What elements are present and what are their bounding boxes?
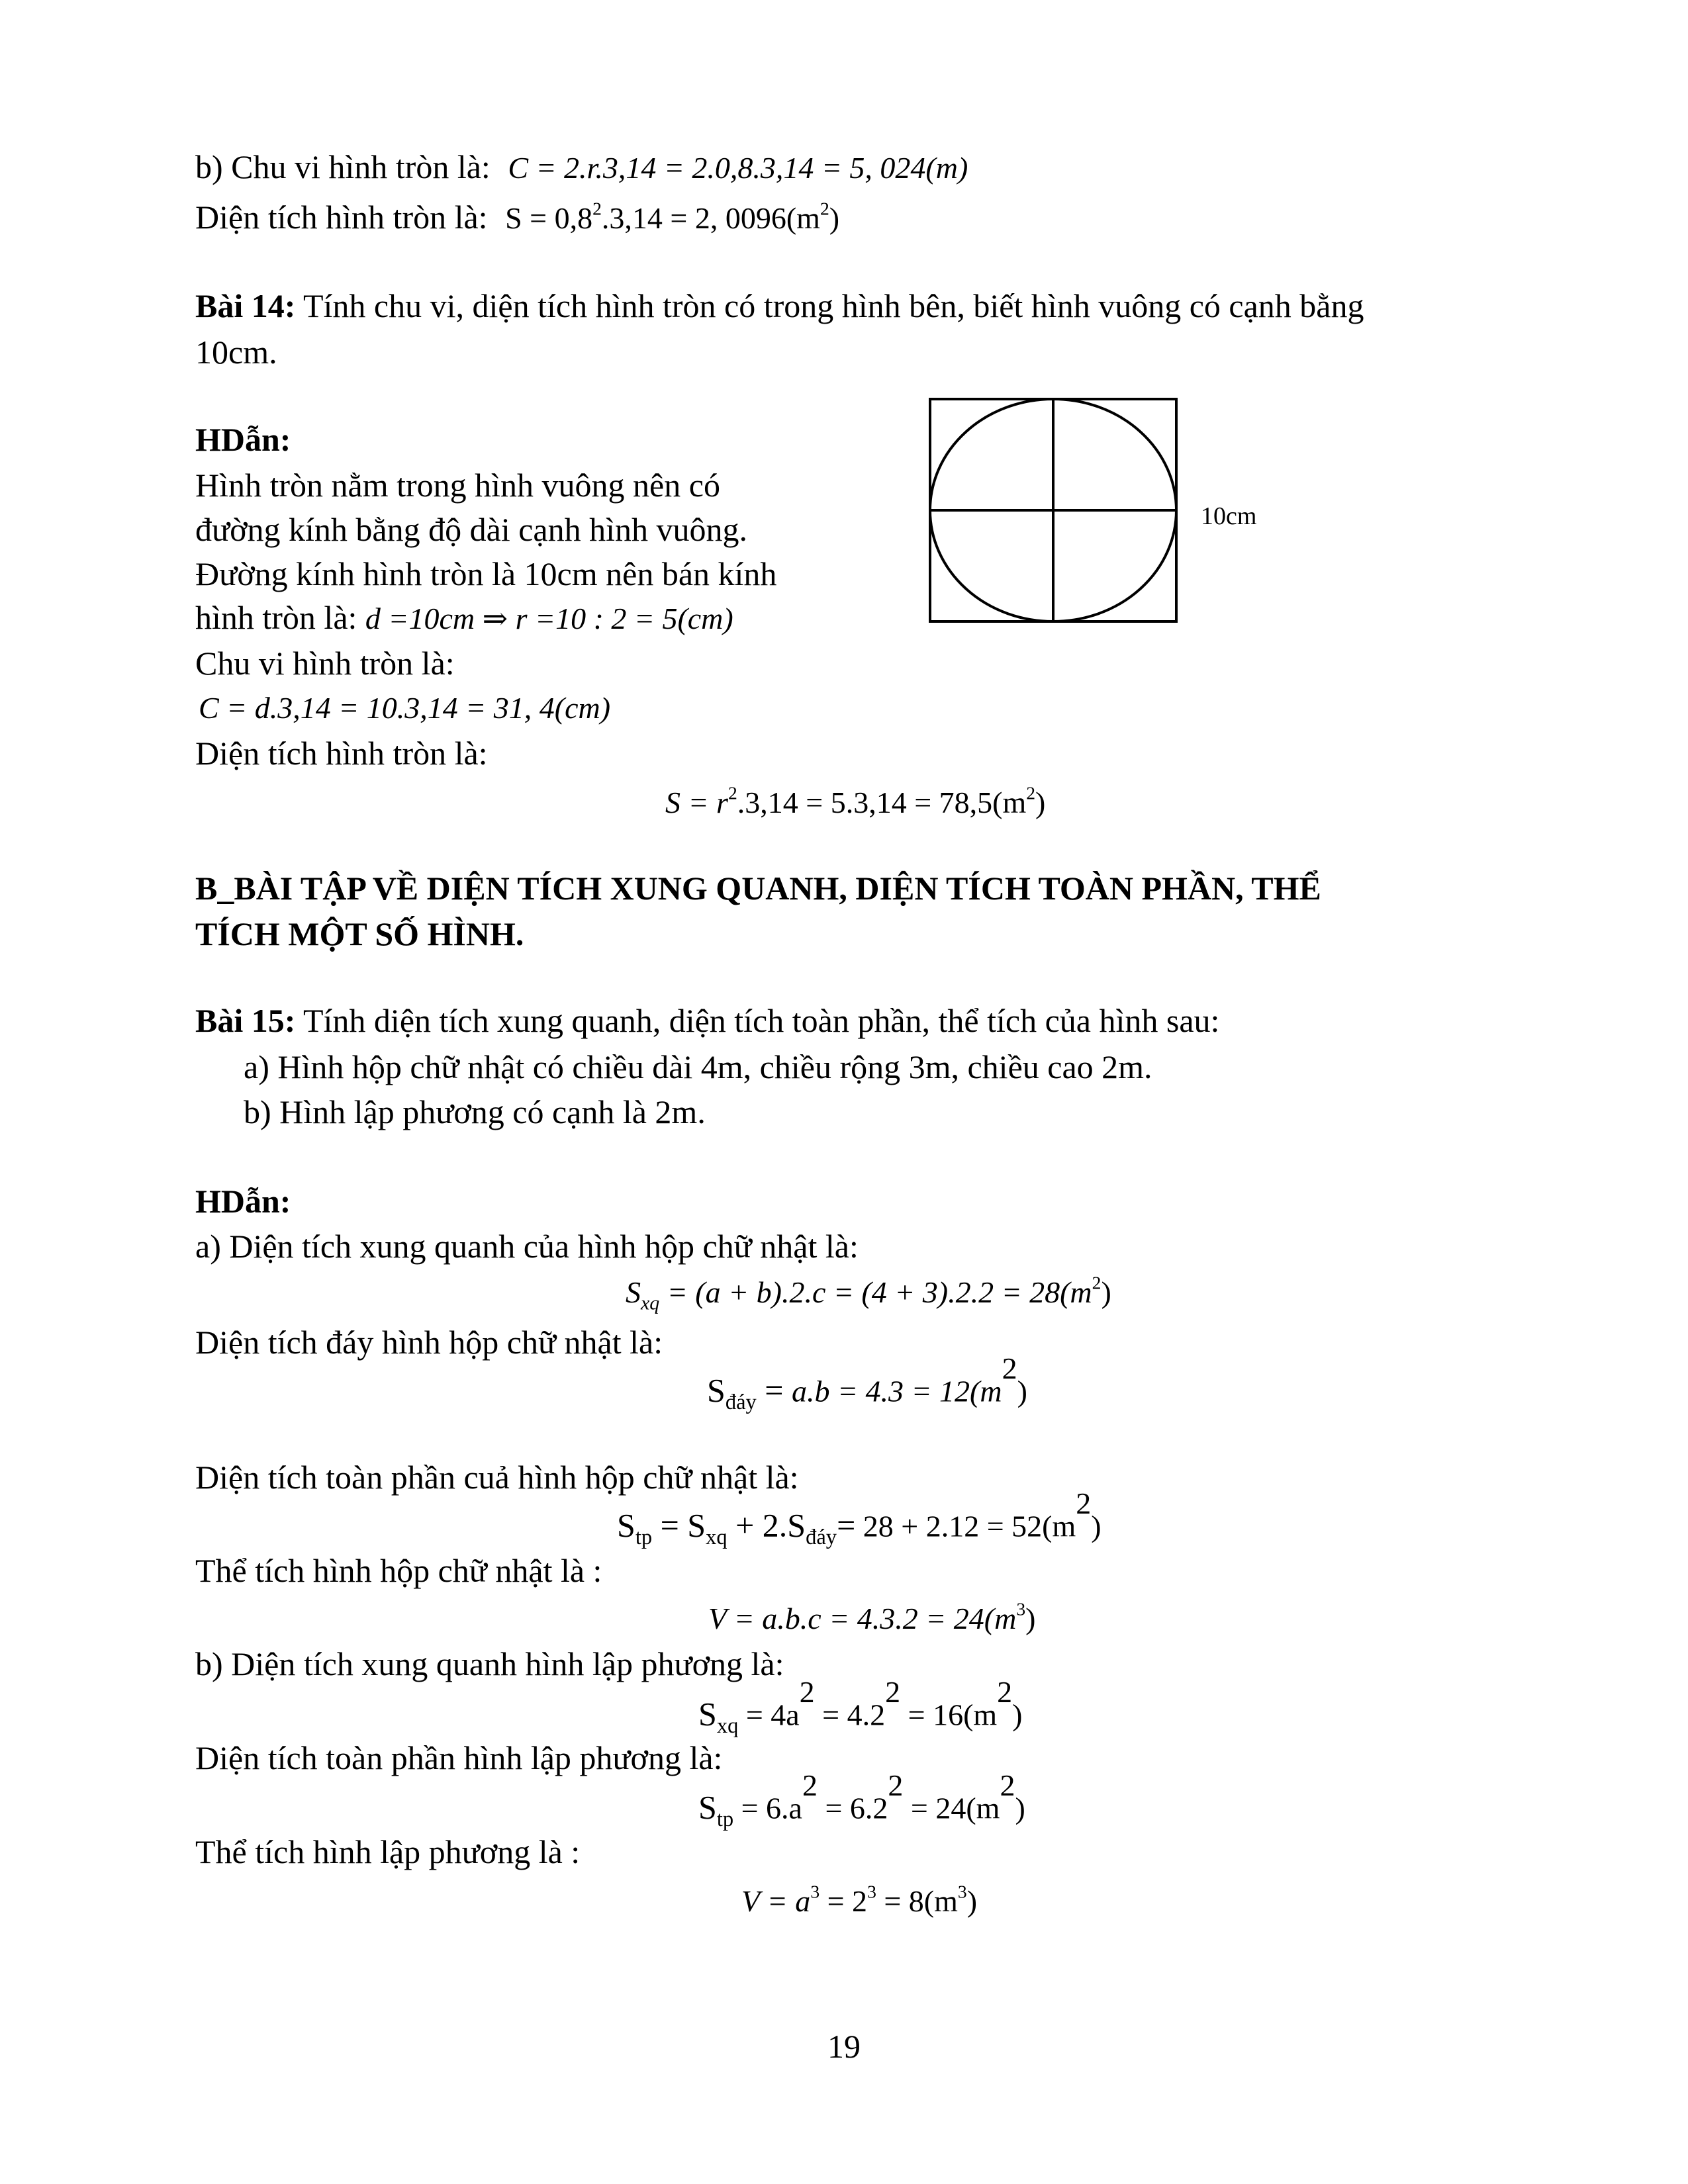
circle-in-square-figure	[928, 397, 1272, 635]
exercise-15-cube-lateral-formula: $S_{xq} = 4a^2 = 4.2^2 = 16(m^2)$	[698, 1675, 1023, 1738]
exercise-15-lateral-label: a) Diện tích xung quanh của hình hộp chữ nhật là:	[195, 1228, 859, 1265]
page-number: 19	[827, 2028, 861, 2065]
perimeter-formula: C = 2.r.3,14 = 2.0,8.3,14 = 5, 024(m)	[508, 151, 968, 185]
exercise-14-text: Tính chu vi, diện tích hình tròn có trong hình bên, biết hình vuông có cạnh bằng	[295, 287, 1364, 324]
exercise-14-guide-line-3: Đường kính hình tròn là 10cm nên bán kính	[195, 555, 777, 592]
exercise-15-volume-formula: $V = a.b.c = 4.3.2 = 24(m^3)$	[708, 1598, 1036, 1635]
exercise-15-title: Bài 15:	[195, 1002, 296, 1039]
exercise-15-text: Tính diện tích xung quanh, diện tích toàn phần, thể tích của hình sau:	[295, 1002, 1220, 1039]
exercise-14-title: Bài 14:	[195, 287, 296, 324]
exercise-14-guide-title: HDẫn:	[195, 421, 291, 458]
exercise-15-volume-label: Thể tích hình hộp chữ nhật là :	[195, 1552, 602, 1589]
exercise-15-cube-volume-formula: $V = a^3 = 2^3 = 8(m^3)$	[741, 1881, 978, 1918]
section-b-heading-line-1: B_BÀI TẬP VỀ DIỆN TÍCH XUNG QUANH, DIỆN TÍCH TOÀN PHẦN, THỂ	[195, 870, 1321, 907]
exercise-14-statement	[195, 286, 1364, 326]
area-label: Diện tích hình tròn là:	[195, 199, 488, 236]
exercise-14-perimeter-label: Chu vi hình tròn là:	[195, 645, 455, 682]
exercise-14-text-cont: 10cm.	[195, 334, 277, 371]
exercise-15-statement	[195, 1001, 1219, 1040]
exercise-15-base-formula: $S_{đáy} = a.b = 4.3 = 12(m^2)$	[707, 1351, 1027, 1414]
area-formula: $S = 0,8^2.3,14 = 2$, $0096(m^2)$	[505, 198, 840, 235]
exercise-15-part-a: a) Hình hộp chữ nhật có chiều dài 4m, chiều rộng 3m, chiều cao 2m.	[244, 1048, 1152, 1085]
exercise-14-area-label: Diện tích hình tròn là:	[195, 735, 488, 772]
exercise-15-total-label: Diện tích toàn phần cuả hình hộp chữ nhật là:	[195, 1459, 799, 1496]
exercise-15-lateral-formula: $S_{xq} = (a + b).2.c = (4 + 3).2.2 = 28(m^2)$	[626, 1272, 1111, 1314]
exercise-15-guide-title: HDẫn:	[195, 1183, 291, 1220]
exercise-15-cube-total-formula: $S_{tp} = 6.a^2 = 6.2^2 = 24(m^2)$	[698, 1768, 1025, 1831]
exercise-14-guide-line-4: hình tròn là: d =10cm ⇒ r =10 : 2 = 5(cm)	[195, 599, 733, 636]
side-length-label: 10cm	[1201, 502, 1257, 530]
exercise-15-base-label: Diện tích đáy hình hộp chữ nhật là:	[195, 1324, 663, 1361]
area-line	[195, 197, 839, 238]
exercise-15-cube-volume-label: Thể tích hình lập phương là :	[195, 1833, 581, 1870]
exercise-14-perimeter-formula: C = d.3,14 = 10.3,14 = 31, 4(cm)	[199, 691, 611, 725]
exercise-14-guide-line-2: đường kính bằng độ dài cạnh hình vuông.	[195, 511, 747, 548]
exercise-15-cube-total-label: Diện tích toàn phần hình lập phương là:	[195, 1739, 723, 1776]
radius-formula: d =10cm ⇒ r =10 : 2 = 5(cm)	[365, 602, 733, 635]
exercise-15-part-b: b) Hình lập phương có cạnh là 2m.	[244, 1093, 706, 1130]
section-b-heading-line-2: TÍCH MỘT SỐ HÌNH.	[195, 915, 524, 952]
perimeter-line	[195, 147, 968, 188]
perimeter-label: b) Chu vi hình tròn là:	[195, 148, 491, 185]
exercise-14-area-formula: $S = r^2.3,14 = 5.3,14 = 78,5(m^2)$	[665, 782, 1046, 819]
exercise-15-cube-lateral-label: b) Diện tích xung quanh hình lập phương là:	[195, 1645, 784, 1682]
exercise-14-guide-line-1: Hình tròn nằm trong hình vuông nên có	[195, 467, 720, 504]
exercise-15-total-formula: $S_{tp} = S_{xq} + 2.S_{đáy}= 28 + 2.12 = 52(m^2)$	[617, 1486, 1102, 1549]
